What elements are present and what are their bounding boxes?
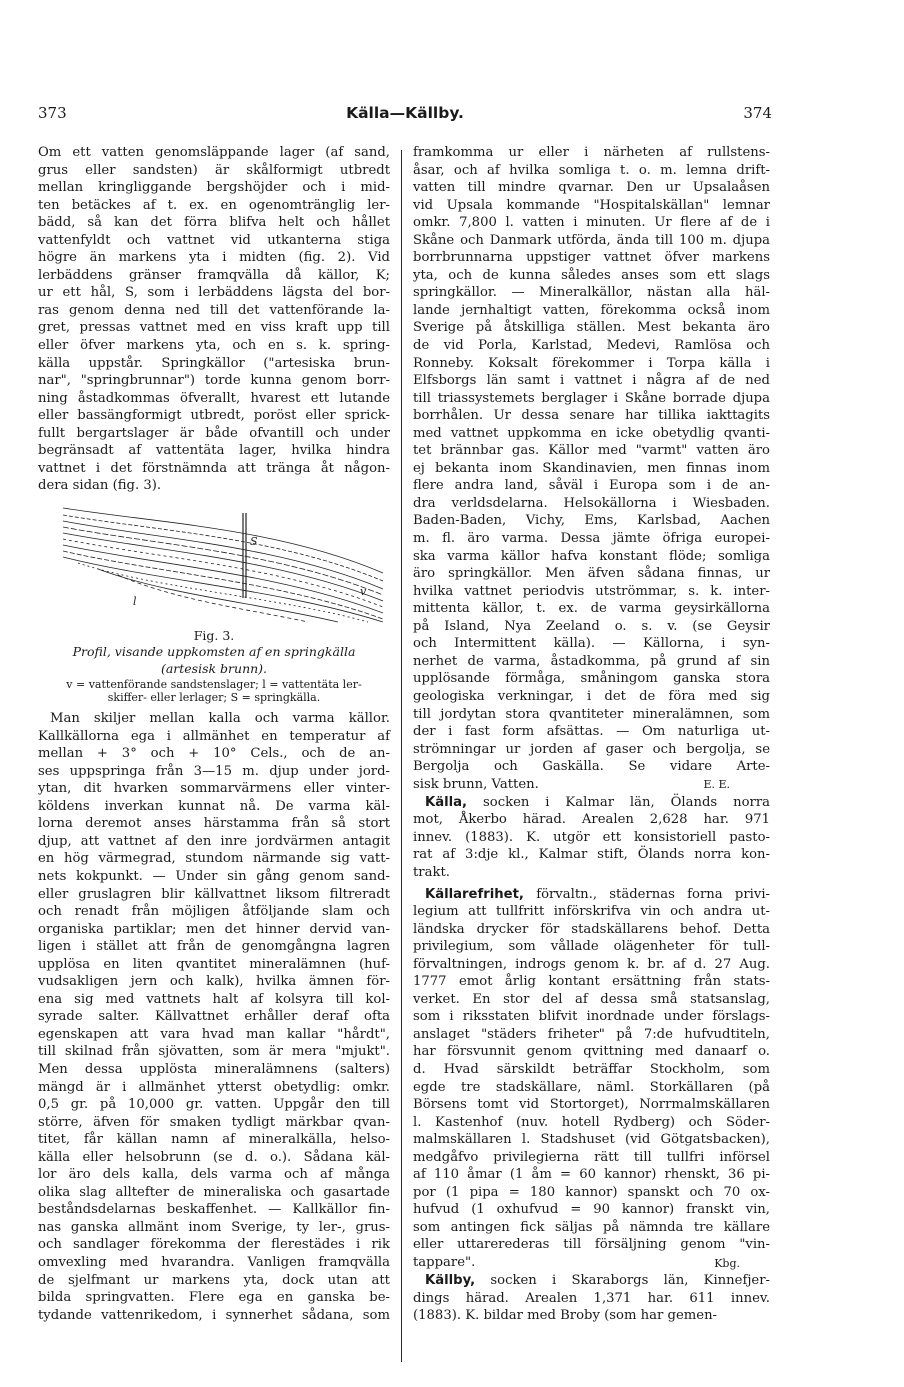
text-line: ning åstadkommas öfverallt, hvarest ett lutande [38, 390, 390, 406]
text-line: eller gruslagren blir källvattnet liksom filtreradt [38, 886, 390, 902]
text-line: de vid Porla, Karlstad, Medevi, Ramlösa och [413, 338, 770, 354]
text-line: framkomma ur eller i närheten af rullstens- [413, 145, 770, 160]
paragraph-continuation [413, 144, 770, 793]
text-line: ligen i stället att från de genomgångna lagren [38, 939, 390, 955]
figure-mark-s: S [250, 534, 258, 548]
text-line: tappare". [413, 1255, 476, 1270]
text-line: hufvud (1 oxhufvud = 90 kannor) franskt vin, [413, 1202, 770, 1218]
right-page-number: 374 [743, 104, 772, 122]
text-line: l. Kastenhof (nuv. hotell Rydberg) och Söder- [413, 1114, 770, 1130]
text-line: sisk brunn, Vatten. [413, 776, 539, 792]
text-line: bilda springvatten. Flere ega en ganska be- [38, 1290, 390, 1306]
text-line: vatten till mindre qvarnar. Den ur Upsalaåsen [413, 180, 770, 196]
running-title: Källa—Källby. [346, 104, 464, 122]
text-line: nas ganska allmänt inom Sverige, ty ler-, grus- [38, 1219, 390, 1235]
entry-text: förvaltn., städernas forna privi- [523, 886, 770, 902]
text-line: Sverige på åtskilliga ställen. Mest bekanta äro [413, 320, 770, 336]
text-line: nar", "springbrunnar") torde kunna genom borr- [38, 373, 390, 389]
text-line: upplösa en liten qvantitet mineralämnen (huf- [38, 956, 390, 972]
text-line: Börsens tomt vid Stortorget), Norrmalmskällaren [413, 1097, 770, 1113]
text-line: olika slag alltefter de mineraliska och gasartade [38, 1184, 390, 1200]
text-line: eller bassängformigt utbredt, poröst eller sprick- [38, 408, 390, 424]
text-line: förvaltningen, indrogs genom k. br. af d. 27 Aug. [413, 956, 770, 972]
entry-headword: Källarefrihet, [425, 886, 524, 902]
text-line: ses uppspringa från 3—15 m. djup under jord- [38, 763, 390, 779]
text-line: lande jernhaltigt vatten, förekomma också inom [413, 302, 770, 318]
paragraph-artesian [38, 144, 390, 495]
text-line: Ronneby. Koksalt förekommer i Torpa källa i [413, 355, 770, 371]
text-line: yta, och de kunna således anses som ett slags [413, 267, 770, 283]
text-line: källa uppstår. Springkällor ("artesiska brun- [38, 355, 390, 371]
author-signature-kbg: Kbg. [714, 1256, 740, 1270]
text-line: dera sidan (fig. 3). [38, 478, 162, 494]
entry-headword: Källby, [425, 1273, 476, 1289]
text-line: egenskapen att vara hvad man kallar "hårdt", [38, 1026, 390, 1042]
text-line: och renadt från möjligen åtföljande slam och [38, 904, 390, 920]
text-line: tydande vattenrikedom, i synnerhet sådana, som [38, 1307, 390, 1323]
text-line: mittenta källor, t. ex. de varma geysirkällorna [413, 601, 770, 617]
text-line: Om ett vatten genomsläppande lager (af sand, [38, 145, 390, 160]
text-line: eller uttarerederas till försäljning genom "vin- [413, 1237, 770, 1253]
text-line: tet brännbar gas. Källor med "varmt" vatten äro [413, 443, 770, 459]
text-line: strömningar ur jorden af gaser och bergolja, se [413, 741, 770, 757]
text-line: större, äfven för smaken tydligt märkbar qvan- [38, 1114, 390, 1130]
text-line: egde tre stadskällare, näml. Storkällaren (på [413, 1079, 770, 1095]
text-line: Skåne och Danmark utförda, ända till 100 m. djupa [413, 232, 770, 248]
text-line: upplösande förmåga, småningom ganska stora [413, 671, 770, 687]
page-header [38, 104, 772, 134]
text-line: 0,5 gr. på 10,000 gr. vatten. Uppgår den till [38, 1097, 390, 1113]
text-line: der i fast form afsättas. — Om naturliga ut- [413, 724, 770, 740]
entry-text: socken i Skaraborgs län, Kinnefjer- [475, 1273, 770, 1289]
text-line: af 110 åmar (1 åm = 60 kannor) rhenskt, 36 pi- [413, 1167, 770, 1183]
figure-legend-1: v = vattenförande sandstenslager; l = vattentäta ler- [66, 678, 362, 692]
text-line: trakt. [413, 864, 450, 880]
figure-3 [38, 503, 390, 623]
text-line: hvilka vattnet periodvis utströmmar, s. k. inter- [413, 583, 770, 599]
figure-label: Fig. 3. [193, 627, 235, 643]
figure-caption-title: Profil, visande uppkomsten af en springkälla [72, 643, 356, 659]
text-line: omvexling med hvarandra. Vanligen framqvälla [38, 1254, 390, 1270]
text-line: beståndsdelarnas beskaffenhet. — Kallkällor fin- [38, 1202, 390, 1218]
text-line: de sjelfmant ur markens yta, dock utan att [38, 1272, 390, 1288]
text-line: köldens inverkan kunnat nå. De varma käl- [38, 798, 390, 814]
text-line [413, 794, 770, 812]
text-line: ena sig med vattnets halt af kolsyra till kol- [38, 991, 390, 1007]
text-line: innev. (1883). K. utgör ett konsistoriell pasto- [413, 829, 770, 845]
text-line: medgåfvo privilegierna rätt till tullfri införsel [413, 1149, 770, 1165]
author-signature-ee: E. E. [703, 778, 730, 792]
text-line: Men dessa upplösta mineralämnens (salters) [38, 1061, 390, 1077]
text-line: mängd är i allmänhet ytterst obetydlig: omkr. [38, 1079, 390, 1095]
text-line: ska varma källor hafva konstant flöde; somliga [413, 548, 770, 564]
text-line: Baden-Baden, Vichy, Ems, Karlsbad, Aachen [413, 513, 770, 529]
text-line: äro springkällor. Men äfven sådana finnas, ur [413, 566, 770, 582]
entry-kalla [413, 794, 770, 882]
text-line: Elfsborgs län samt i vattnet i några af de ned [413, 373, 770, 389]
figure-mark-v: v [360, 584, 367, 598]
text-line: åsar, och af hvilka somliga t. o. m. lemna drift- [413, 162, 770, 178]
text-line: legium att tullfritt införskrifva vin och andra ut- [413, 904, 770, 920]
text-line: titet, får källan namn af mineralkälla, helso- [38, 1132, 390, 1148]
text-line: Kallkällorna ega i allmänhet en temperatur af [38, 728, 390, 744]
text-line: och Intermittent källa). — Källorna, i syn- [413, 636, 770, 652]
text-line: mot, Åkerbo härad. Arealen 2,628 har. 971 [413, 812, 770, 828]
text-line: en hög värmegrad, stundom närmande sig vatt- [38, 851, 390, 867]
text-line: till jordytan stora qvantiteter mineralämnen, som [413, 706, 770, 722]
right-column [413, 144, 770, 1325]
text-line: Man skiljer mellan kalla och varma källor. [50, 711, 390, 727]
text-line: lor äro dels kalla, dels varma och af många [38, 1167, 390, 1183]
figure-caption-title-2: (artesisk brunn). [160, 661, 268, 677]
text-line: högre än markens yta i midten (fig. 2). Vid [38, 250, 390, 266]
text-line: mellan kringliggande bergshöjder och i mid- [38, 180, 390, 196]
text-line: anslaget "städers friheter" på 7:de hufvudtiteln, [413, 1026, 770, 1042]
text-line: geologiska verkningar, i det de föra med sig [413, 688, 770, 704]
figure-mark-l: l [133, 594, 137, 608]
text-line: källa eller helsobrunn (se d. o.). Sådana käl- [38, 1149, 390, 1165]
text-line: m. fl. äro varma. Dessa jämte öfriga europei- [413, 531, 770, 547]
text-line: borrbrunnarna uppstiger vattnet öfver markens [413, 250, 770, 266]
text-line: gret, pressas vattnet med en viss kraft upp till [38, 320, 390, 336]
text-line: ras genom denna ned till det vattenförande la- [38, 302, 390, 318]
entry-text: socken i Kalmar län, Ölands norra [467, 794, 770, 810]
text-line: borrhålen. Ur dessa senare har tillika iakttagits [413, 408, 770, 424]
text-line: vudsakligen jern och kalk), hvilka ämnen för- [38, 974, 390, 990]
text-line: nets kokpunkt. — Under sin gång genom sand- [38, 868, 390, 884]
entry-kallby [413, 1272, 770, 1325]
text-line: ytan, dit hvarken sommarvärmens eller vinter- [38, 781, 390, 797]
text-line: och sandlager förekomma der flerestädes i rik [38, 1237, 390, 1253]
text-line: som i riksstaten blifvit inordnade under förslags- [413, 1009, 770, 1025]
text-line: ur ett hål, S, som i lerbäddens lägsta del bor- [38, 285, 390, 301]
entry-headword: Källa, [425, 794, 468, 810]
text-line: vattenfyldt och vattnet vid utkanterna stiga [38, 232, 390, 248]
text-line: mellan + 3° och + 10° Cels., och de an- [38, 746, 390, 762]
text-line: nerhet de varma, åstadkomma, på grund af sin [413, 653, 770, 669]
text-line: vattnet i det förstnämnda att tränga åt någon- [38, 460, 390, 476]
text-line: springkällor. — Mineralkällor, nästan alla häl- [413, 285, 770, 301]
text-line: organiska partiklar; men det hinner dervid van- [38, 921, 390, 937]
text-line [413, 886, 770, 904]
text-line: vid Upsala kommande "Hospitalskällan" lemnar [413, 197, 770, 213]
left-page-number: 373 [38, 104, 67, 122]
text-line: fullt bergartslager är både ofvantill och under [38, 425, 390, 441]
text-line: bädd, så kan det förra blifva helt och hållet [38, 215, 390, 231]
text-line: malmskällaren l. Stadshuset (vid Götgatsbacken), [413, 1132, 770, 1148]
text-line: flere andra land, såväl i Europa som i de an- [413, 478, 770, 494]
text-line: privilegium, som vållade olägenheter för tull- [413, 939, 770, 955]
text-line: djup, att vattnet af den inre jordvärmen antagit [38, 833, 390, 849]
text-line: rat af 3:dje kl., Kalmar stift, Ölands norra kon- [413, 847, 770, 863]
text-line: ten betäckes af t. ex. en ogenomtränglig ler- [38, 197, 390, 213]
text-line: d. Hvad särskildt beträffar Stockholm, som [413, 1061, 770, 1077]
text-line: som antingen fick säljas på nämnda tre källare [413, 1219, 770, 1235]
text-line: ej bekanta inom Skandinavien, men finnas inom [413, 460, 770, 476]
entry-kallarefrihet [413, 886, 770, 1272]
text-line: har försvunnit genom qvittning med danaarf o. [413, 1044, 770, 1060]
text-line: dings härad. Arealen 1,371 har. 611 innev. [413, 1290, 770, 1306]
text-line: verket. En stor del af dessa små statsanslag, [413, 991, 770, 1007]
text-line [413, 1272, 770, 1290]
text-line: grus eller sandsten) är skålformigt utbredt [38, 162, 390, 178]
text-line: begränsadt af vattentäta lager, hvilka hindra [38, 443, 390, 459]
text-line: till triassystemets berglager i Skåne borrade djupa [413, 390, 770, 406]
text-line: por (1 pipa = 180 kannor) spanskt och 70 ox- [413, 1184, 770, 1200]
text-line: omkr. 7,800 l. vatten i minuten. Ur flere af de i [413, 215, 770, 231]
text-line: ländska drycker för stadskällarens behof. Detta [413, 921, 770, 937]
figure-legend-2: skiffer- eller lerlager; S = springkälla. [107, 691, 321, 705]
text-line: lerbäddens gränser framqvälla då källor, K; [38, 267, 390, 283]
column-divider [401, 150, 402, 1362]
text-line: Bergolja och Gaskälla. Se vidare Arte- [413, 759, 770, 775]
left-column [38, 144, 390, 1324]
geological-profile-figure [38, 503, 390, 623]
text-line: lorna deremot anses härstamma från så stort [38, 816, 390, 832]
text-line: till skilnad från sjövatten, som är mera "mjukt". [38, 1044, 390, 1060]
text-line: på Island, Nya Zeeland o. s. v. (se Geysir [413, 618, 770, 634]
text-line: syrade salter. Källvattnet erhåller deraf ofta [38, 1009, 390, 1025]
paragraph-cold-warm [38, 710, 390, 1324]
text-line: (1883). K. bildar med Broby (som har gemen- [413, 1308, 718, 1324]
text-line: 1777 emot årlig kontant ersättning från stats- [413, 974, 770, 990]
text-line: dra verldsdelarna. Helsokällorna i Wiesbaden. [413, 495, 770, 511]
text-line: med vattnet uppkomma en icke obetydlig qvanti- [413, 425, 770, 441]
text-line: eller öfver markens yta, och en s. k. spring- [38, 338, 390, 354]
